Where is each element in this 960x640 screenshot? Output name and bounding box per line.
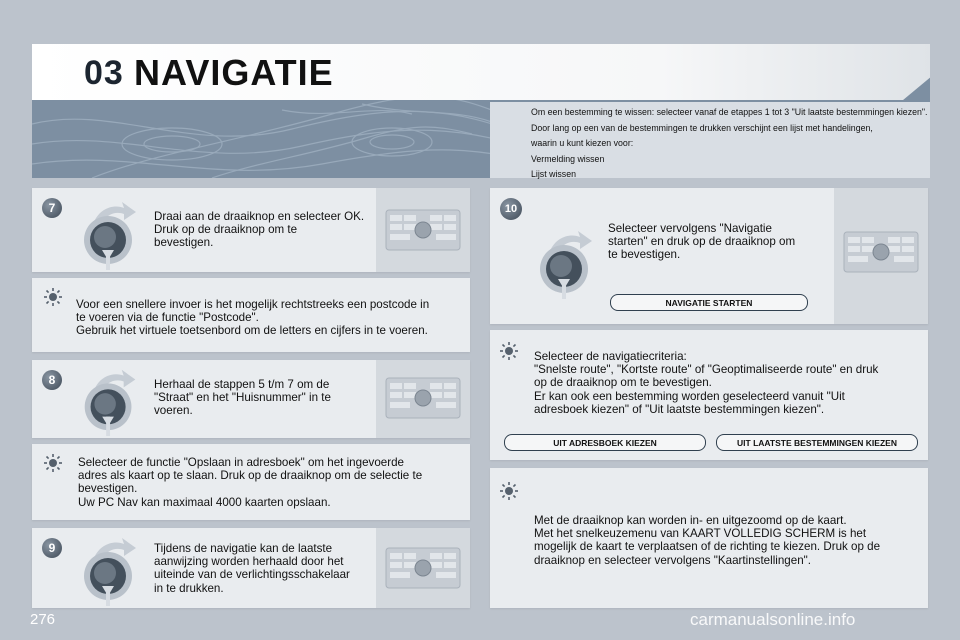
info-line: waarin u kunt kiezen voor: [531, 138, 634, 149]
tip-sun-icon [44, 288, 62, 306]
radio-device-illustration [376, 528, 470, 608]
info-box [490, 102, 930, 178]
info-line: Door lang op een van de bestemmingen te drukken verschijnt een lijst met handelingen, [531, 122, 873, 133]
rotary-knob-icon [76, 362, 146, 438]
rotary-knob-icon [76, 194, 146, 272]
tip-panel [490, 468, 928, 608]
step-7-panel [32, 188, 470, 272]
step-text: Selecteer vervolgens "Navigatie starten" en druk op de draaiknop om te bevestigen. [608, 222, 796, 262]
watermark: carmanualsonline.info [690, 610, 856, 629]
step-number-badge: 8 [42, 370, 62, 390]
info-line: Lijst wissen [531, 169, 576, 180]
rotary-knob-icon [532, 222, 602, 302]
tip-sun-icon [44, 454, 62, 472]
step-9-panel [32, 528, 470, 608]
step-text: Herhaal de stappen 5 t/m 7 om de "Straat" en het "Huisnummer" in te voeren. [154, 378, 331, 418]
info-line: Vermelding wissen [531, 153, 605, 164]
tip-panel [490, 330, 928, 460]
step-number-badge: 10 [500, 198, 522, 220]
page-number: 276 [30, 611, 56, 628]
chapter-number: 03 [84, 54, 124, 92]
navigation-start-button[interactable]: NAVIGATIE STARTEN [610, 294, 808, 311]
step-text: Tijdens de navigatie kan de laatste aanwijzing worden herhaald door het uiteinde van de verlichtingsschakelaar in te drukken. [154, 542, 350, 595]
chapter-header [32, 44, 930, 178]
radio-device-illustration [376, 360, 470, 438]
radio-device-illustration [376, 188, 470, 272]
step-number-badge: 9 [42, 538, 62, 558]
tip-text: Selecteer de functie "Opslaan in adresboek" om het ingevoerde adres als kaart op te slaan. Druk op de draaiknop om de selectie te bevestigen. Uw PC Nav kan maximaal 4000 kaarten opslaan. [78, 456, 423, 509]
tip-text: Met de draaiknop kan worden in- en uitgezoomd op de kaart. Met het snelkeuzemenu van KAART VOLLEDIG SCHERM is het mogelijk de kaart te verplaatsen of de richting te kiezen. Druk op de draaiknop en selecteer vervolgens "Kaartinstellingen". [534, 514, 881, 567]
step-text: Draai aan de draaiknop en selecteer OK. Druk op de draaiknop om te bevestigen. [154, 210, 365, 250]
tip-sun-icon [500, 482, 518, 500]
tip-text: Selecteer de navigatiecriteria: "Snelste route", "Kortste route" of "Geoptimaliseerde route" en druk op de draaiknop om te bevestigen. Er kan ook een bestemming worden geselecteerd vanuit "Uit adresboek kiezen" of "Uit laatste bestemmingen kiezen". [534, 350, 879, 416]
rotary-knob-icon [76, 530, 146, 608]
tip-panel [32, 444, 470, 520]
step-8-panel [32, 360, 470, 438]
step-number-badge: 7 [42, 198, 62, 218]
tip-sun-icon [500, 342, 518, 360]
page-title: NAVIGATIE [134, 52, 334, 93]
step-10-panel [490, 188, 928, 324]
radio-device-illustration [834, 188, 928, 324]
address-book-button[interactable]: UIT ADRESBOEK KIEZEN [504, 434, 706, 451]
recent-destinations-button[interactable]: UIT LAATSTE BESTEMMINGEN KIEZEN [716, 434, 918, 451]
tip-text: Voor een snellere invoer is het mogelijk rechtstreeks een postcode in te voeren via de functie "Postcode". Gebruik het virtuele toetsenbord om de letters en cijfers in te voeren. [76, 298, 430, 338]
tip-panel [32, 278, 470, 352]
info-line: Om een bestemming te wissen: selecteer vanaf de etappes 1 tot 3 "Uit laatste bestemmingen kiezen". [531, 107, 928, 117]
